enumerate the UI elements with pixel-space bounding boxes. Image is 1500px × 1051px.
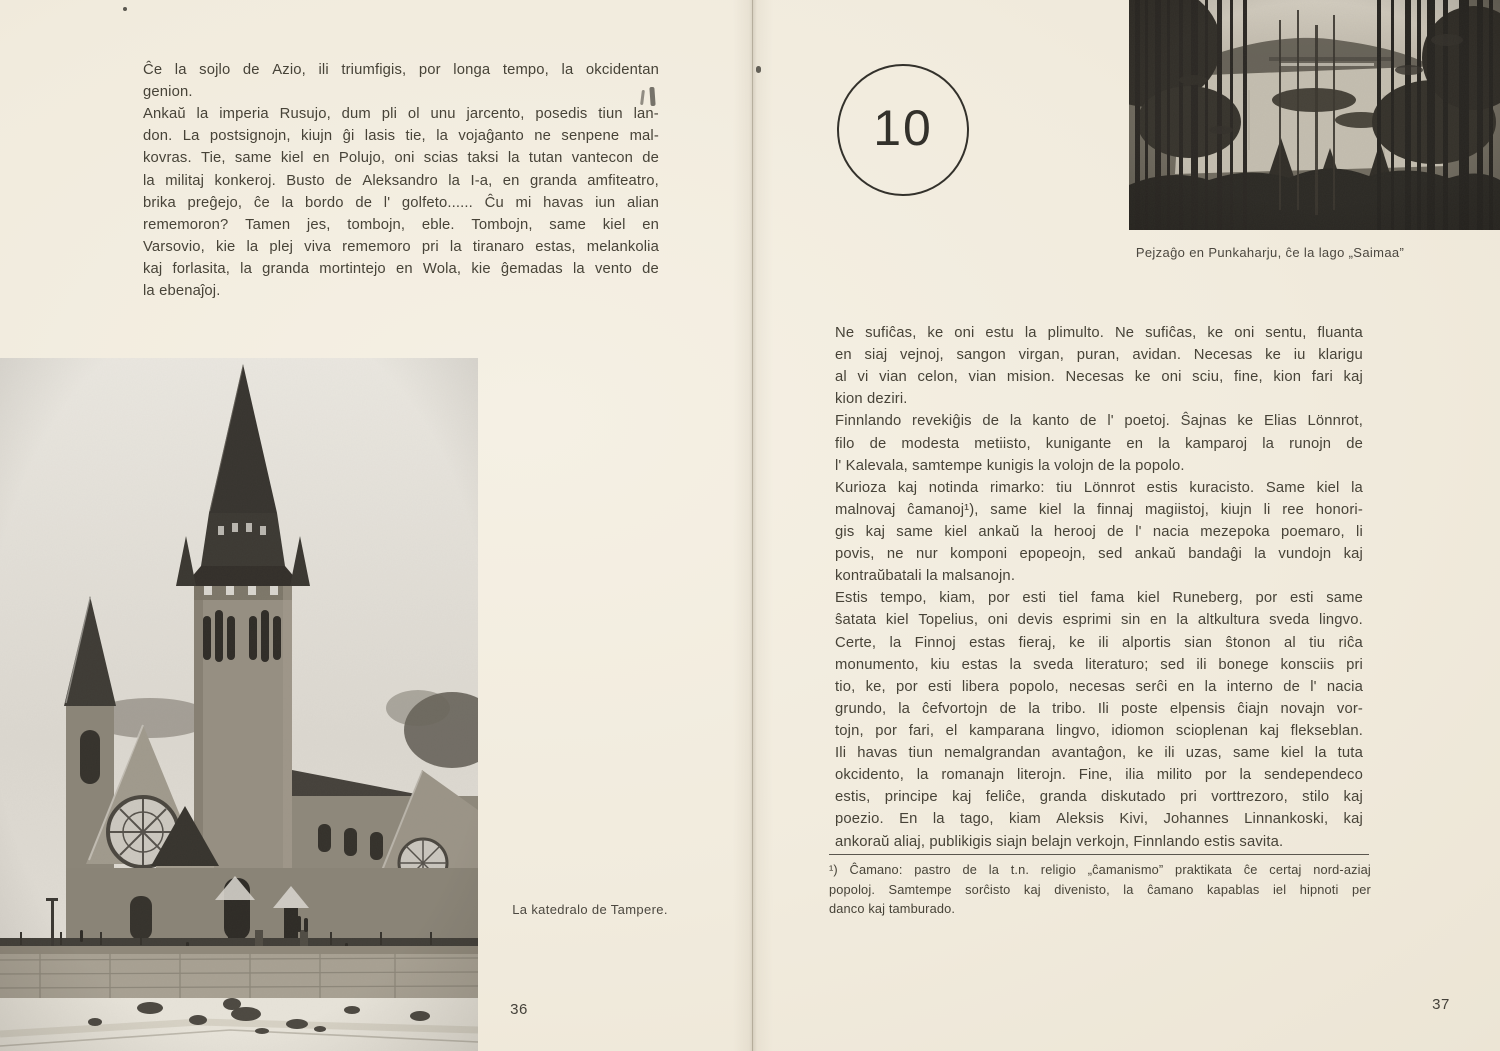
right-page-body-text bbox=[835, 322, 1363, 853]
text-line: malnovaj ĉamanoj¹), same kiel la finnaj magiistoj, kiujn li ree honori- bbox=[835, 501, 1363, 518]
text-line: grundo, la ĉefvortojn de la tribo. Ili poste elpensis ĉiajn novajn vor- bbox=[835, 700, 1363, 717]
text-line: ŝatata kiel Topelius, oni devis esprimi sin en la altkultura sveda lingvo. bbox=[835, 612, 1363, 629]
right-page-number: 37 bbox=[1432, 996, 1450, 1013]
text-line: Ankaŭ la imperia Rusujo, dum pli ol unu jarcento, posedis tiun lan- bbox=[143, 106, 659, 123]
footnote-rule bbox=[829, 854, 1369, 855]
text-line: tojn, por fari, el kamparana lingvo, idiomon scioplenan kaj flekseblan. bbox=[835, 722, 1363, 739]
text-line: la militaj konkeroj. Busto de Aleksandro la I-a, en granda amfiteatro, bbox=[143, 172, 659, 189]
text-line: povis, ne nur komponi epopeojn, sed ankaŭ bandaĝi la vundojn kaj bbox=[835, 546, 1363, 563]
text-line: popoloj. Samtempe sorĉisto kaj divenisto, la ĉamano kapablas iel hipnoti per bbox=[829, 881, 1371, 897]
tampere-cathedral-photo bbox=[0, 358, 478, 1051]
text-line: filo de modesta metiisto, kunigante en la kamparoj la runojn de bbox=[835, 435, 1363, 452]
text-line: okcidento, la romanajn literojn. Fine, ilia milito por la sendependeco bbox=[835, 767, 1363, 784]
text-line: en siaj vejnoj, sangon virgan, puran, avidan. Necesas ke iu klarigu bbox=[835, 347, 1363, 364]
text-line: gis kaj same kiel ankaŭ la herooj de l' nacia mezepoka poemaro, li bbox=[835, 523, 1363, 540]
footnote-text bbox=[829, 860, 1371, 919]
text-line: ankoraŭ aliaj, publikigis siajn belajn verkojn, Finnlando estis savita. bbox=[835, 833, 1284, 850]
ink-speck bbox=[123, 7, 127, 11]
page-gutter-line bbox=[752, 0, 753, 1051]
left-page-body-text bbox=[143, 59, 659, 302]
text-line: genion. bbox=[143, 84, 193, 101]
text-line: tio, ke, por esti libera popolo, necesas serĉi en la interno de l' nacia bbox=[835, 678, 1363, 695]
left-page-number: 36 bbox=[510, 1001, 528, 1018]
punkaharju-lake-photo bbox=[1129, 0, 1500, 230]
text-line: Kurioza kaj notinda rimarko: tiu Lönnrot estis kuracisto. Same kiel la bbox=[835, 479, 1363, 496]
text-line: monumento, kiu estas la sveda literaturo; sed ili bonege konsciis pri bbox=[835, 656, 1363, 673]
text-line: kovras. Tie, same kiel en Polujo, oni scias taksi la tutan vantecon de bbox=[143, 150, 659, 167]
text-line: al vi vian celon, vian mision. Necesas ke oni sciu, fine, kion fari kaj bbox=[835, 369, 1363, 386]
text-line: Estis tempo, kiam, por esti tiel fama kiel Runeberg, por esti same bbox=[835, 590, 1363, 607]
text-line: Certe, la Finnoj estas fieraj, ke ili alportis sian ŝtonon al tiu riĉa bbox=[835, 634, 1363, 651]
text-line: Ne sufiĉas, ke oni estu la plimulto. Ne sufiĉas, ke oni sentu, fluanta bbox=[835, 325, 1363, 341]
text-line: danco kaj tamburado. bbox=[829, 901, 956, 917]
ink-speck bbox=[756, 66, 761, 73]
text-line: poezio. En la tago, kiam Aleksis Kivi, Johannes Linnankoski, kaj bbox=[835, 811, 1363, 828]
text-line: kontraŭbatali la malsanojn. bbox=[835, 568, 1016, 585]
text-line: kaj forlasita, la granda mortintejo en Wola, kie ĝemadas la vento de bbox=[143, 260, 659, 277]
text-line: Finnlando revekiĝis de la kanto de l' poetoj. Ŝajnas ke Elias Lönnrot, bbox=[835, 413, 1363, 430]
page-gutter-shadow bbox=[733, 0, 773, 1051]
left-photo-caption: La katedralo de Tampere. bbox=[512, 902, 668, 917]
text-line: Ĉe la sojlo de Azio, ili triumfigis, por longa tempo, la okcidentan bbox=[143, 62, 659, 78]
text-line: brika preĝejo, ĉe la bordo de l' golfeto...... Ĉu mi havas iun alian bbox=[143, 194, 659, 211]
text-line: Varsovio, kie la plej viva rememoro pri la tiranaro estas, melankolia bbox=[143, 238, 659, 255]
text-line: ¹) Ĉamano: pastro de la t.n. religio „ĉamanismo” praktikata ĉe certaj nord-aziaj bbox=[829, 862, 1371, 877]
right-photo-caption: Pejzaĝo en Punkaharju, ĉe la lago „Saimaa” bbox=[1135, 245, 1405, 260]
text-line: rememoron? Tamen jes, tombojn, eble. Tombojn, same kiel en bbox=[143, 216, 659, 233]
text-line: estis, principe kaj feliĉe, granda diskutado pri vorttrezoro, stilo kaj bbox=[835, 789, 1363, 806]
text-line: Ili havas tiun nemalgrandan avantaĝon, ke ili uzas, same kiel la tuta bbox=[835, 745, 1363, 762]
chapter-number-badge bbox=[837, 64, 969, 196]
text-line: l' Kalevala, samtempe kunigis la volojn de la popolo. bbox=[835, 457, 1185, 474]
text-line: la ebenaĵoj. bbox=[143, 283, 221, 300]
text-line: kion deziri. bbox=[835, 391, 908, 408]
text-line: don. La postsignojn, kiujn ĝi lasis tie, la vojaĝanto ne senpene mal- bbox=[143, 128, 659, 145]
chapter-number: 10 bbox=[873, 100, 933, 156]
